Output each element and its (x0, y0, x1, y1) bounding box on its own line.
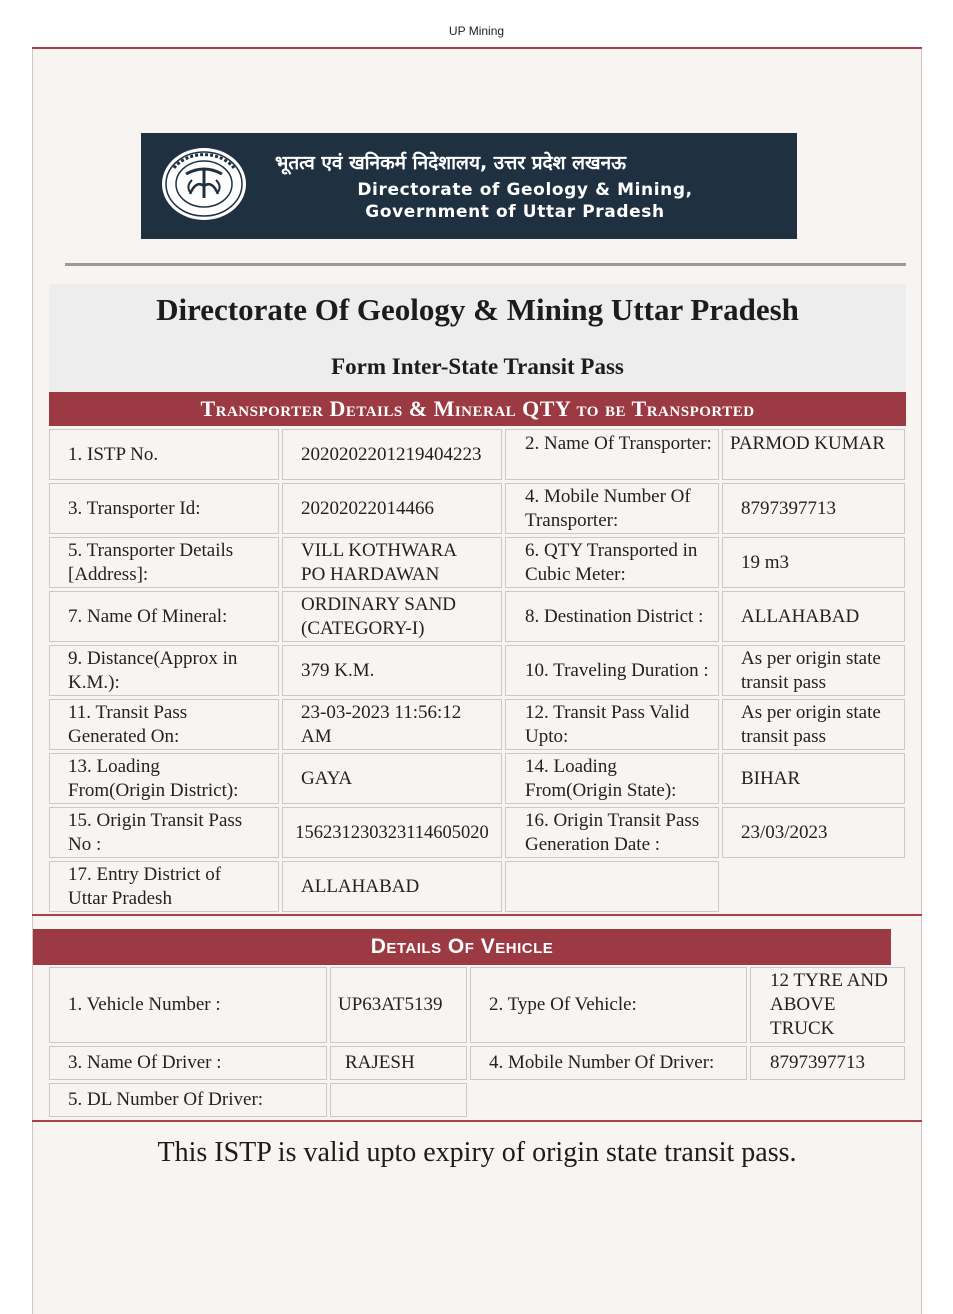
pass-valid-upto-value: As per origin state transit pass (722, 699, 905, 750)
dl-number-label: 5. DL Number Of Driver: (49, 1083, 327, 1117)
transporter-section-heading: Transporter Details & Mineral QTY to be Transported (49, 392, 906, 426)
driver-name-label: 3. Name Of Driver : (49, 1046, 327, 1080)
vehicle-number-value: UP63AT5139 (330, 967, 467, 1043)
istp-no-label: 1. ISTP No. (49, 429, 279, 480)
distance-value: 379 K.M. (282, 645, 502, 696)
origin-pass-date-value: 23/03/2023 (722, 807, 905, 858)
qty-transported-label: 6. QTY Transported in Cubic Meter: (505, 537, 719, 588)
entry-district-value: ALLAHABAD (282, 861, 502, 912)
vehicle-type-label: 2. Type Of Vehicle: (470, 967, 747, 1043)
transporter-name-label: 2. Name Of Transporter: (505, 429, 719, 480)
mineral-name-label: 7. Name Of Mineral: (49, 591, 279, 642)
transporter-mobile-value: 8797397713 (722, 483, 905, 534)
origin-district-value: GAYA (282, 753, 502, 804)
form-subtitle: Form Inter-State Transit Pass (331, 354, 624, 379)
entry-district-label: 17. Entry District of Uttar Pradesh (49, 861, 279, 912)
destination-district-label: 8. Destination District : (505, 591, 719, 642)
transporter-id-label: 3. Transporter Id: (49, 483, 279, 534)
horizontal-rule (65, 263, 906, 266)
origin-pass-no-label: 15. Origin Transit Pass No : (49, 807, 279, 858)
banner-english-line-1: Directorate of Geology & Mining, (357, 180, 693, 200)
section-divider (32, 914, 922, 916)
vehicle-number-label: 1. Vehicle Number : (49, 967, 327, 1043)
pass-generated-label: 11. Transit Pass Generated On: (49, 699, 279, 750)
mineral-name-value: ORDINARY SAND (CATEGORY-I) (282, 591, 502, 642)
transporter-mobile-label: 4. Mobile Number Of Transporter: (505, 483, 719, 534)
transporter-address-label: 5. Transporter Details [Address]: (49, 537, 279, 588)
transporter-id-value: 20202022014466 (282, 483, 502, 534)
qty-transported-value: 19 m3 (722, 537, 905, 588)
banner-english-line-2: Government of Uttar Pradesh (365, 202, 665, 222)
origin-pass-date-label: 16. Origin Transit Pass Generation Date : (505, 807, 719, 858)
driver-name-value: RAJESH (330, 1046, 467, 1080)
pass-generated-value: 23-03-2023 11:56:12 AM (282, 699, 502, 750)
vehicle-section-heading: Details Of Vehicle (33, 929, 891, 965)
driver-mobile-value: 8797397713 (750, 1046, 905, 1080)
banner-hindi-title: भूतत्व एवं खनिकर्म निदेशालय, उत्तर प्रदेश लखनऊ (275, 152, 627, 174)
origin-state-value: BIHAR (722, 753, 905, 804)
print-header: UP Mining (448, 24, 505, 38)
istp-no-value: 2020202201219404223 (282, 429, 502, 480)
form-bottom-border (32, 1120, 922, 1122)
pass-valid-upto-label: 12. Transit Pass Valid Upto: (505, 699, 719, 750)
origin-district-label: 13. Loading From(Origin District): (49, 753, 279, 804)
destination-district-value: ALLAHABAD (722, 591, 905, 642)
page-title: Directorate Of Geology & Mining Uttar Pradesh (156, 292, 799, 327)
transporter-name-value: PARMOD KUMAR (722, 429, 905, 480)
distance-label: 9. Distance(Approx in K.M.): (49, 645, 279, 696)
dl-number-value (330, 1083, 467, 1117)
driver-mobile-label: 4. Mobile Number Of Driver: (470, 1046, 747, 1080)
traveling-duration-value: As per origin state transit pass (722, 645, 905, 696)
vehicle-type-value: 12 TYRE AND ABOVE TRUCK (750, 967, 905, 1043)
traveling-duration-label: 10. Traveling Duration : (505, 645, 719, 696)
empty-cell (505, 861, 719, 912)
up-government-seal-icon (160, 146, 248, 222)
sheet-top-border (32, 47, 922, 49)
origin-state-label: 14. Loading From(Origin State): (505, 753, 719, 804)
validity-note: This ISTP is valid upto expiry of origin state transit pass. (157, 1137, 797, 1168)
transporter-address-value: VILL KOTHWARA PO HARDAWAN (282, 537, 502, 588)
origin-pass-no-value: 156231230323114605020 (282, 807, 502, 858)
